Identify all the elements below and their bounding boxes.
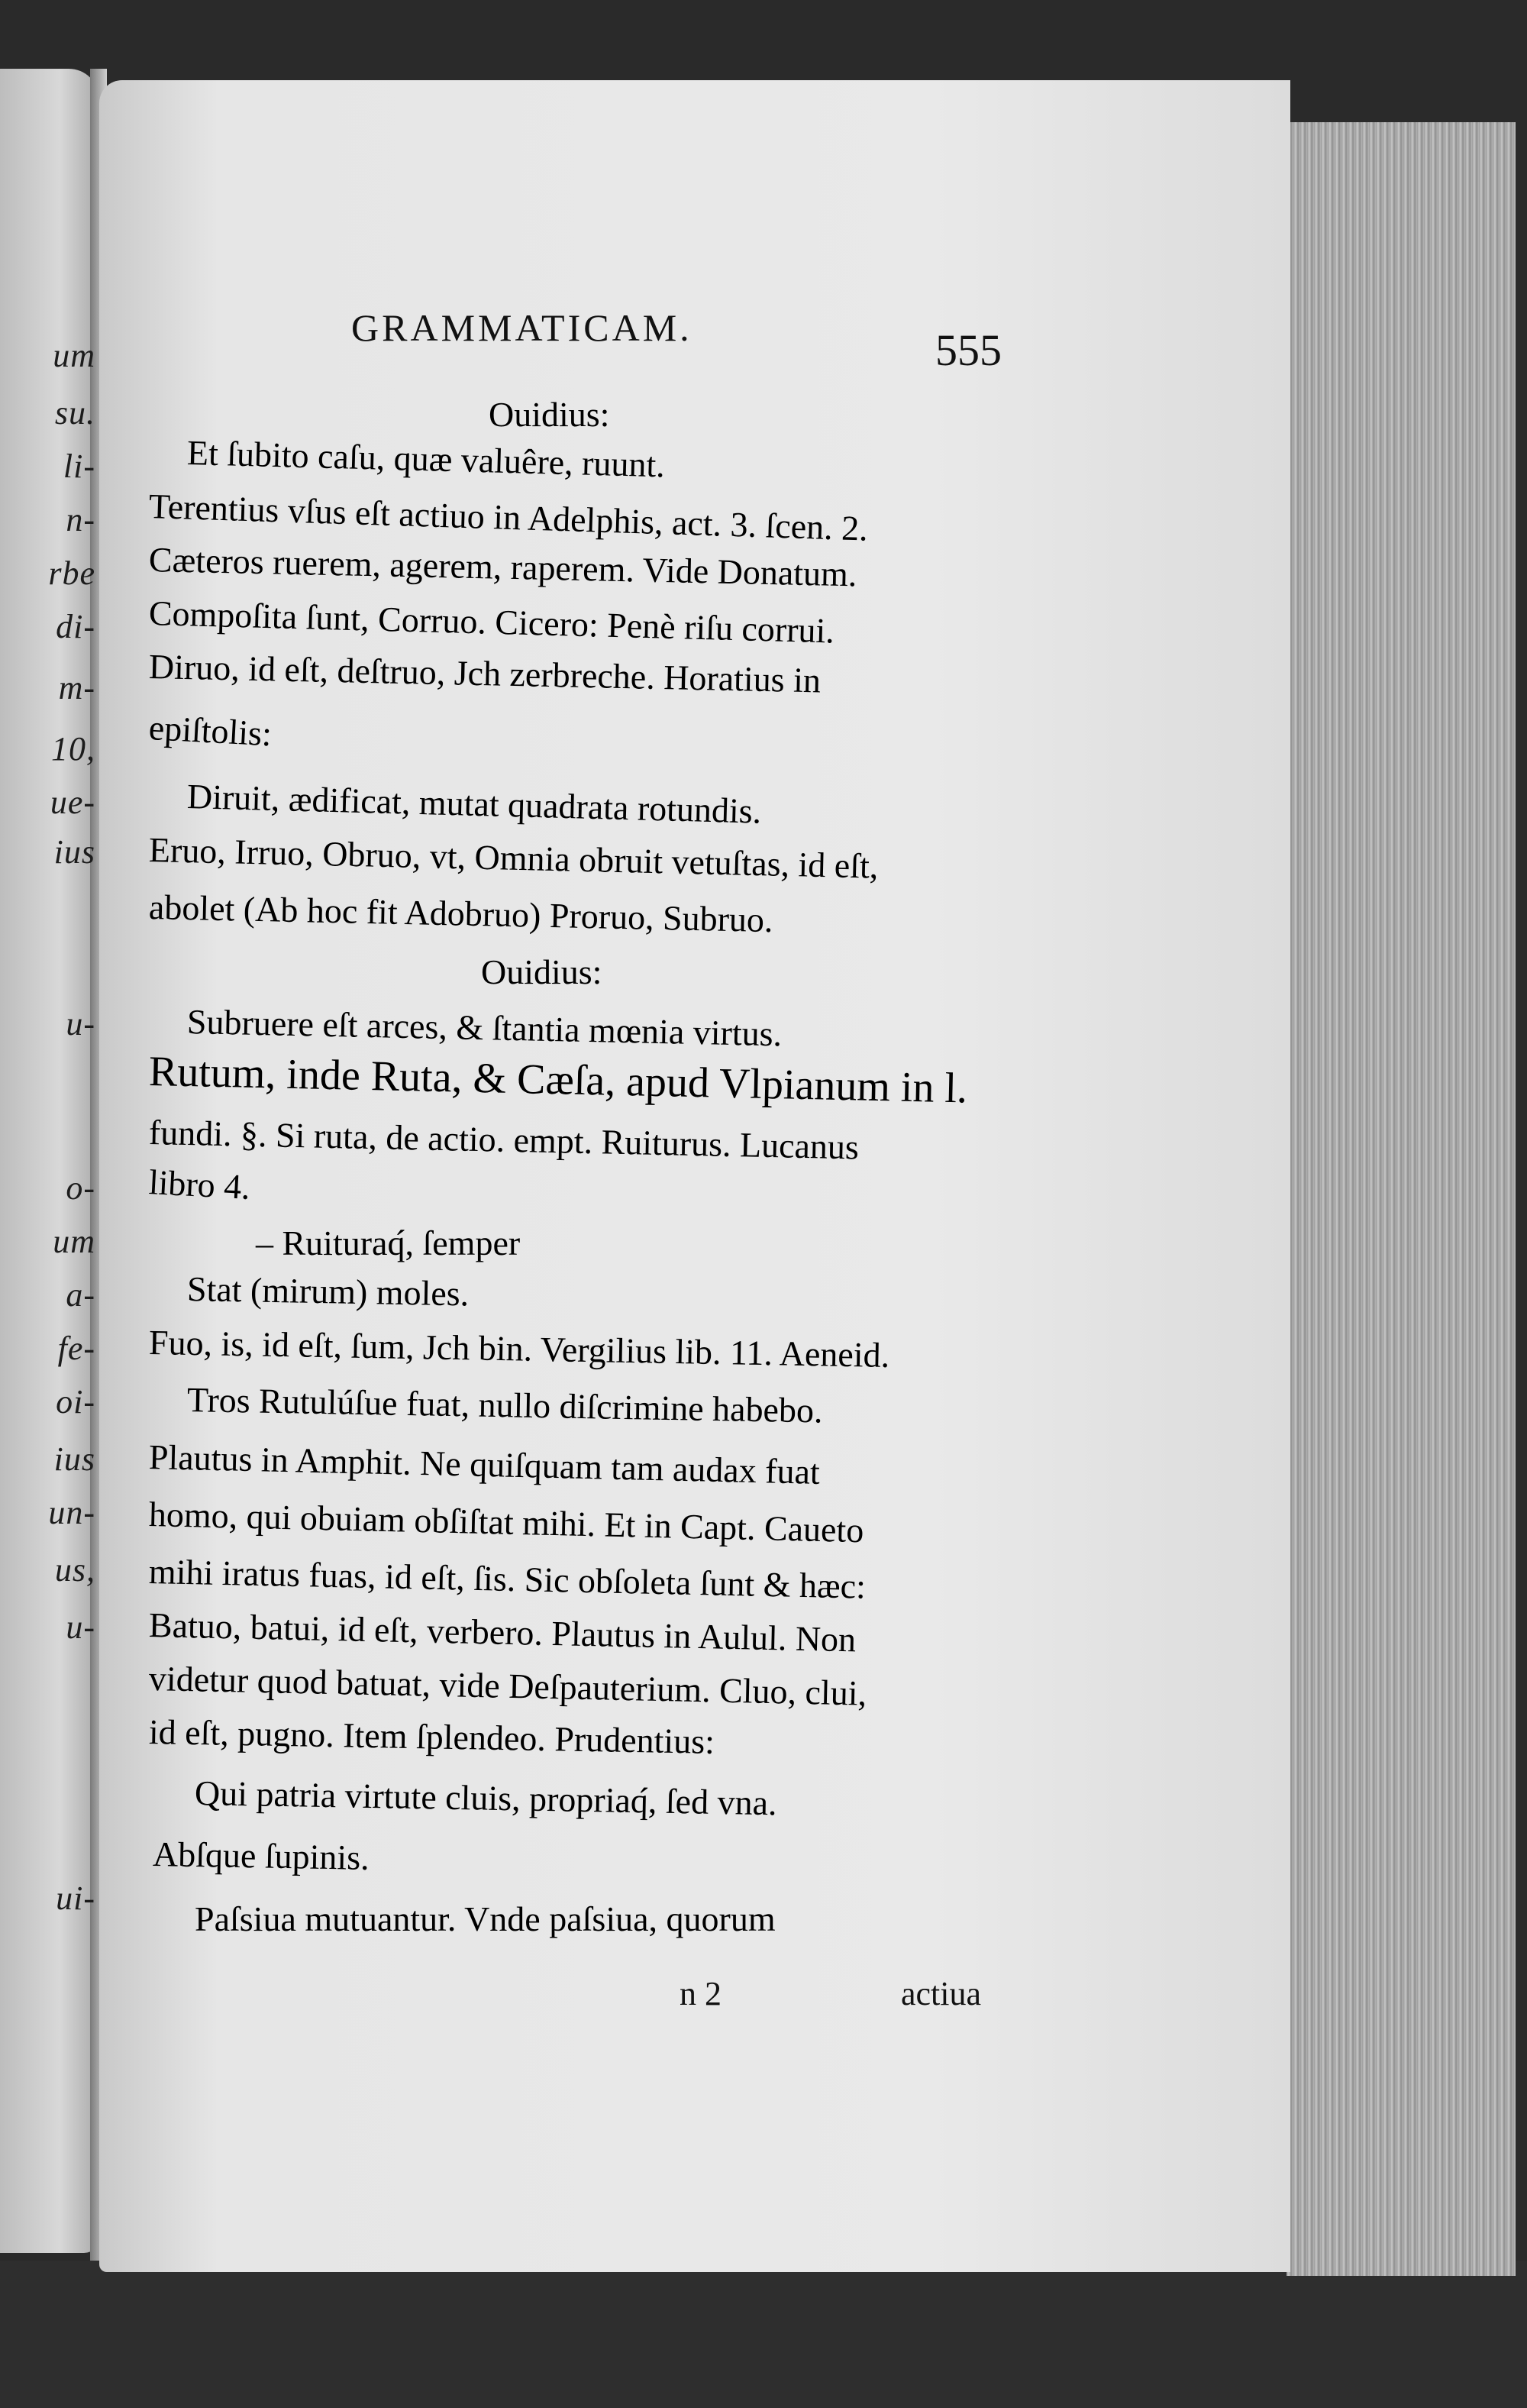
text-line: Subruere eſt arces, & ſtantia mœnia virtus. — [186, 1002, 783, 1054]
text-line: Et ſubito caſu, quæ valuêre, ruunt. — [186, 433, 666, 485]
page-number: 555 — [935, 325, 1002, 375]
text-line: Ouidius: — [481, 952, 602, 991]
margin-fragment: a- — [66, 1276, 95, 1314]
margin-fragment: 10, — [51, 730, 95, 768]
text-line: epiſtolis: — [147, 708, 273, 754]
text-line: videtur quod batuat, vide Deſpauterium. Cluo, clui, — [148, 1659, 867, 1713]
text-line: libro 4. — [147, 1162, 252, 1207]
margin-fragment: n- — [66, 501, 95, 538]
text-line: Stat (mirum) moles. — [186, 1269, 470, 1314]
margin-fragment: ius — [53, 1440, 95, 1478]
text-line: mihi iratus fuas, id eſt, ſis. Sic obſoleta ſunt & hæc: — [148, 1552, 867, 1606]
margin-fragment: oi- — [56, 1383, 95, 1421]
margin-fragment: ius — [53, 833, 95, 871]
margin-fragment: di- — [56, 608, 95, 645]
right-page — [99, 80, 1290, 2272]
margin-fragment: ue- — [50, 784, 95, 821]
running-header: GRAMMATICAM. — [351, 306, 692, 349]
page-edges — [1286, 122, 1516, 2276]
text-line: Paſsiua mutuantur. Vnde paſsiua, quorum — [195, 1899, 776, 1938]
margin-fragment: u- — [66, 1608, 95, 1646]
text-line: Batuo, batui, id eſt, verbero. Plautus in Aulul. Non — [148, 1605, 857, 1660]
text-line: homo, qui obuiam obſiſtat mihi. Et in Capt. Caueto — [148, 1495, 864, 1550]
text-line: Ouidius: — [489, 395, 610, 434]
text-line: Cæteros ruerem, agerem, raperem. Vide Donatum. — [148, 540, 857, 594]
text-line: Fuo, is, id eſt, ſum, Jch bin. Vergilius lib. 11. Aeneid. — [148, 1323, 890, 1375]
text-line: Qui patria virtute cluis, propriaq́, ſed vna. — [194, 1773, 777, 1823]
text-line: Tros Rutulúſue fuat, nullo diſcrimine habebo. — [186, 1380, 823, 1430]
margin-fragment: m- — [58, 669, 95, 706]
margin-fragment: um — [53, 337, 95, 374]
margin-fragment: rbe — [48, 554, 95, 592]
text-line: Abſque ſupinis. — [152, 1834, 370, 1877]
text-line: Diruo, id eſt, deſtruo, Jch zerbreche. Horatius in — [148, 647, 822, 700]
text-line: Plautus in Amphit. Ne quiſquam tam audax fuat — [148, 1437, 821, 1492]
text-line: Eruo, Irruo, Obruo, vt, Omnia obruit vetuſtas, id eſt, — [148, 830, 879, 886]
text-line: Rutum, inde Ruta, & Cæſa, apud Vlpianum in l. — [148, 1048, 968, 1113]
margin-fragment: um — [53, 1223, 95, 1260]
margin-fragment: u- — [66, 1005, 95, 1042]
signature-mark: n 2 — [680, 1975, 722, 2012]
margin-fragment: o- — [66, 1169, 95, 1207]
text-line: Compoſita ſunt, Corruo. Cicero: Penè riſu corrui. — [148, 593, 835, 651]
margin-fragment: un- — [48, 1494, 95, 1531]
text-line: fundi. §. Si ruta, de actio. empt. Ruiturus. Lucanus — [148, 1113, 860, 1167]
text-line: Terentius vſus eſt actiuo in Adelphis, act. 3. ſcen. 2. — [148, 486, 869, 548]
text-line: abolet (Ab hoc fit Adobruo) Proruo, Subruo. — [148, 887, 774, 940]
margin-fragment: fe- — [57, 1330, 95, 1367]
margin-fragment: su. — [54, 394, 95, 432]
margin-fragment: us, — [54, 1551, 95, 1589]
text-line: – Ruituraq́, ſemper — [256, 1223, 521, 1262]
text-line: id eſt, pugno. Item ſplendeo. Prudentius: — [148, 1712, 715, 1761]
table-surface — [0, 2261, 1527, 2408]
margin-fragment: li- — [63, 448, 95, 485]
margin-fragment: ui- — [56, 1880, 95, 1917]
catchword: actiua — [901, 1975, 982, 2012]
text-line: Diruit, ædificat, mutat quadrata rotundis. — [186, 777, 762, 831]
